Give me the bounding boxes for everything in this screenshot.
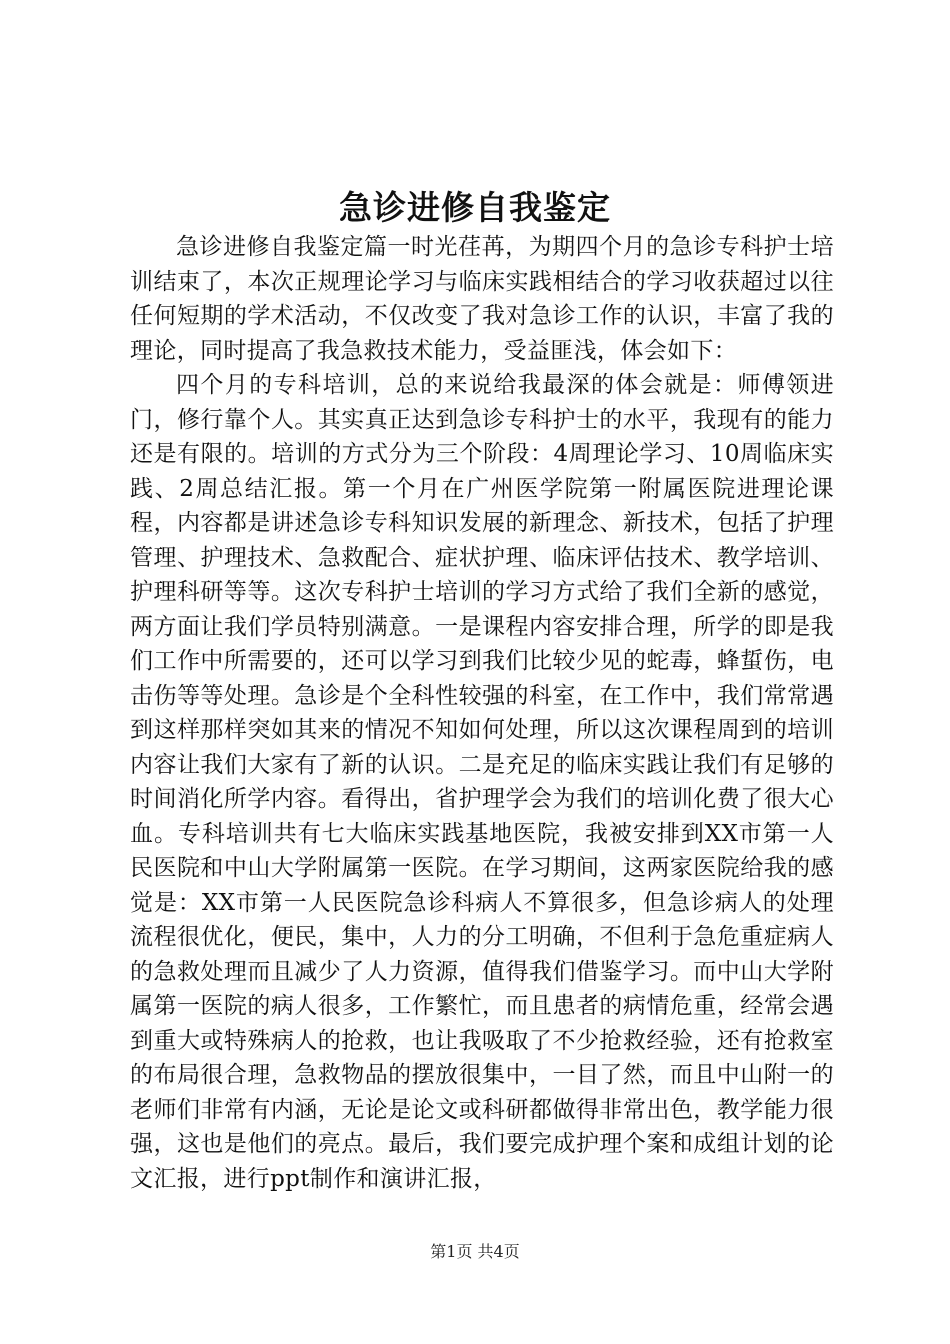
document-title: 急诊进修自我鉴定 <box>339 188 611 227</box>
page-number-footer: 第1页 共4页 <box>430 1242 520 1261</box>
paragraph-intro: 急诊进修自我鉴定篇一时光荏苒，为期四个月的急诊专科护士培训结束了，本次正规理论学习与临床实践相结合的学习收获超过以往任何短期的学术活动，不仅改变了我对急诊工作的认识，丰富了我的理论，同时提高了我急救技术能力，受益匪浅，体会如下： <box>130 234 834 364</box>
document-body <box>130 230 834 1196</box>
paragraph-training: 四个月的专科培训，总的来说给我最深的体会就是：师傅领进门，修行靠个人。其实真正达到急诊专科护士的水平，我现有的能力还是有限的。培训的方式分为三个阶段：4周理论学习、10周临床实践、2周总结汇报。第一个月在广州医学院第一附属医院进理论课程，内容都是讲述急诊专科知识发展的新理念、新技术，包括了护理管理、护理技术、急救配合、症状护理、临床评估技术、教学培训、护理科研等等。这次专科护士培训的学习方式给了我们全新的感觉，两方面让我们学员特别满意。一是课程内容安排合理，所学的即是我们工作中所需要的，还可以学习到我们比较少见的蛇毒，蜂蜇伤，电击伤等等处理。急诊是个全科性较强的科室，在工作中，我们常常遇到这样那样突如其来的情况不知如何处理，所以这次课程周到的培训内容让我们大家有了新的认识。二是充足的临床实践让我们有足够的时间消化所学内容。看得出，省护理学会为我们的培训化费了很大心血。专科培训共有七大临床实践基地医院，我被安排到XX市第一人民医院和中山大学附属第一医院。在学习期间，这两家医院给我的感觉是：XX市第一人民医院急诊科病人不算很多，但急诊病人的处理流程很优化，便民，集中，人力的分工明确，不但利于急危重症病人的急救处理而且减少了人力资源，值得我们借鉴学习。而中山大学附属第一医院的病人很多，工作繁忙，而且患者的病情危重，经常会遇到重大或特殊病人的抢救，也让我吸取了不少抢救经验，还有抢救室的布局很合理，急救物品的摆放很集中，一目了然，而且中山附一的老师们非常有内涵，无论是论文或科研都做得非常出色，教学能力很强，这也是他们的亮点。最后，我们要完成护理个案和成组计划的论文汇报，进行ppt制作和演讲汇报， <box>130 372 834 1192</box>
